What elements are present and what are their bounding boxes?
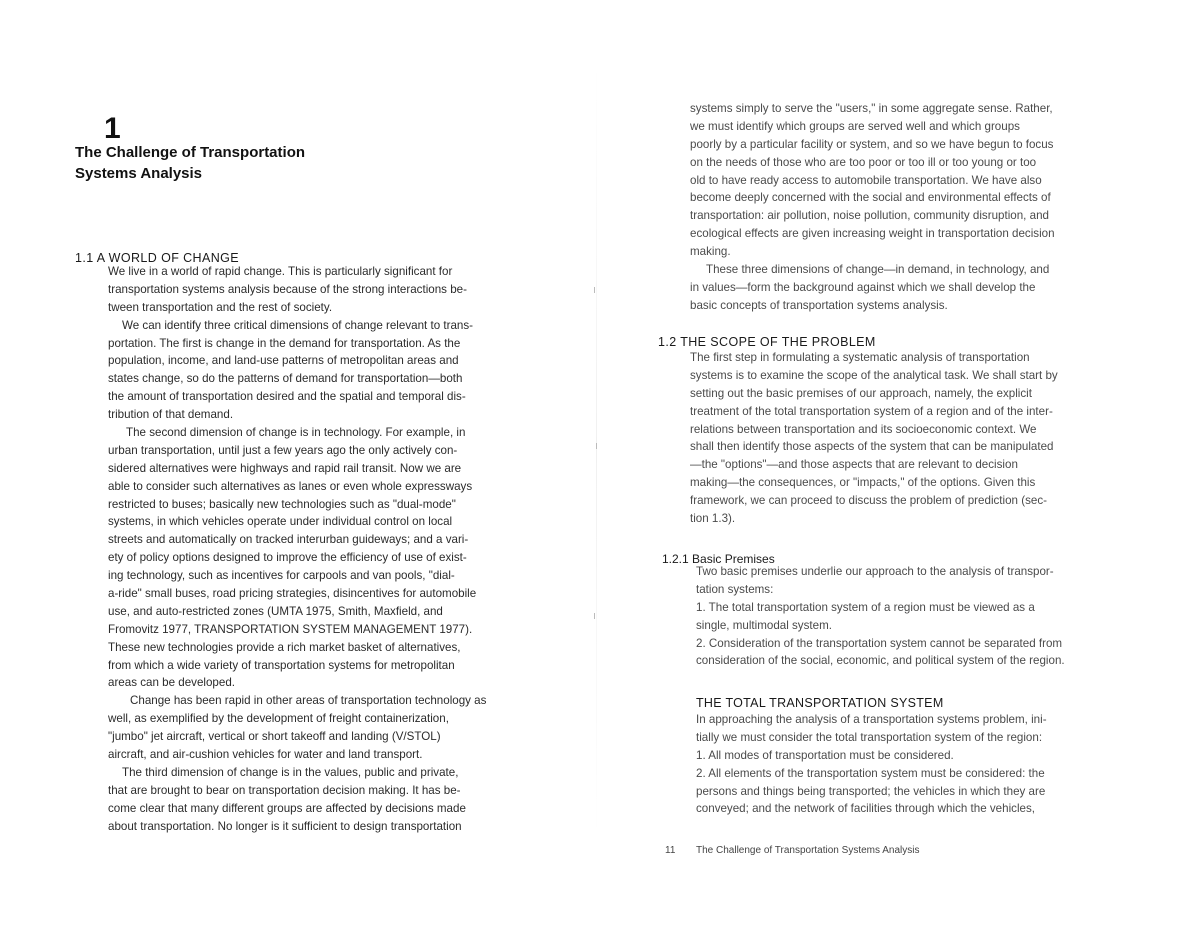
text-line: we must identify which groups are served well and which groups <box>690 119 1020 133</box>
section-1-2-body <box>690 349 1058 528</box>
text-line: states change, so do the patterns of demand for transportation—both <box>108 372 463 386</box>
text-line: Change has been rapid in other areas of transportation technology as <box>130 694 487 708</box>
text-line: tation systems: <box>696 582 774 596</box>
text-line: transportation: air pollution, noise pollution, community disruption, and <box>690 209 1049 223</box>
text-line: 1. All modes of transportation must be considered. <box>696 748 954 762</box>
text-line: conveyed; and the network of facilities through which the vehicles, <box>696 802 1035 816</box>
text-line: 2. All elements of the transportation system must be considered: the <box>696 766 1045 780</box>
text-line: restricted to buses; basically new technologies such as "dual-mode" <box>108 497 456 511</box>
text-line: come clear that many different groups are affected by decisions made <box>108 801 466 815</box>
text-line: tribution of that demand. <box>108 408 234 422</box>
scan-speck <box>596 443 597 449</box>
text-line: well, as exemplified by the development of freight containerization, <box>108 712 449 726</box>
text-line: These new technologies provide a rich market basket of alternatives, <box>108 640 461 654</box>
text-line: These three dimensions of change—in demand, in technology, and <box>706 263 1050 277</box>
text-line: population, income, and land-use patterns of metropolitan areas and <box>108 354 459 368</box>
text-line: sidered alternatives were highways and rapid rail transit. Now we are <box>108 461 462 475</box>
right-intro-body <box>690 100 1055 315</box>
text-line: We can identify three critical dimensions of change relevant to trans- <box>122 318 473 332</box>
text-line: In approaching the analysis of a transportation systems problem, ini- <box>696 713 1047 726</box>
text-line: Two basic premises underlie our approach to the analysis of transpor- <box>696 565 1054 578</box>
text-line: tion 1.3). <box>690 512 736 526</box>
scan-speck <box>594 287 595 293</box>
text-line: Fromovitz 1977, TRANSPORTATION SYSTEM MANAGEMENT 1977). <box>108 622 473 636</box>
text-line: "jumbo" jet aircraft, vertical or short takeoff and landing (V/STOL) <box>108 730 441 744</box>
chapter-number: 1 <box>104 112 121 145</box>
text-line: We live in a world of rapid change. This is particularly significant for <box>108 265 453 278</box>
text-line: urban transportation, until just a few years ago the only actively con- <box>108 443 458 457</box>
text-line: shall then identify those aspects of the system that can be manipulated <box>690 440 1054 454</box>
text-line: basic concepts of transportation systems analysis. <box>690 298 948 312</box>
text-line: ing technology, such as incentives for carpools and van pools, "dial- <box>108 569 455 583</box>
chapter-title <box>75 142 305 184</box>
text-line: on the needs of those who are too poor or too ill or too young or too <box>690 155 1037 169</box>
text-line: portation. The first is change in the demand for transportation. As the <box>108 336 461 350</box>
text-line: The third dimension of change is in the values, public and private, <box>122 765 459 779</box>
text-line: the amount of transportation desired and the spatial and temporal dis- <box>108 390 466 404</box>
text-line: 2. Consideration of the transportation system cannot be separated from <box>696 636 1063 650</box>
page-footer <box>665 845 919 856</box>
text-line: poorly by a particular facility or system, and so we have begun to focus <box>690 137 1054 151</box>
section-1-1-body <box>108 263 486 836</box>
text-line: making. <box>690 245 731 259</box>
page-gutter <box>596 60 597 840</box>
chapter-title-line-1: The Challenge of Transportation <box>75 144 306 161</box>
text-line: making—the consequences, or "impacts," of the options. Given this <box>690 476 1036 490</box>
text-line: 1. The total transportation system of a region must be viewed as a <box>696 600 1035 614</box>
text-line: in values—form the background against which we shall develop the <box>690 280 1036 294</box>
text-line: become deeply concerned with the social and environmental effects of <box>690 191 1051 205</box>
text-line: about transportation. No longer is it sufficient to design transportation <box>108 819 462 833</box>
text-line: able to consider such alternatives as lanes or even whole expressways <box>108 479 473 493</box>
text-line: systems is to examine the scope of the analytical task. We shall start by <box>690 368 1058 382</box>
text-line: tially we must consider the total transportation system of the region: <box>696 730 1043 744</box>
text-line: framework, we can proceed to discuss the problem of prediction (sec- <box>690 494 1047 508</box>
text-line: The first step in formulating a systematic analysis of transportation <box>690 351 1030 364</box>
text-line: ecological effects are given increasing weight in transportation decision <box>690 227 1055 241</box>
text-line: consideration of the social, economic, and political system of the region. <box>696 654 1065 668</box>
right-page <box>600 0 1200 927</box>
text-line: The second dimension of change is in technology. For example, in <box>126 426 466 440</box>
text-line: treatment of the total transportation system of a region and of the inter- <box>690 404 1053 418</box>
total-system-body <box>696 711 1047 818</box>
scan-speck <box>594 613 595 619</box>
text-line: ety of policy options designed to improve the efficiency of use of exist- <box>108 551 467 565</box>
page-number: 11 <box>665 845 676 856</box>
text-line: systems, in which vehicles operate under individual control on local <box>108 515 453 529</box>
running-head: The Challenge of Transportation Systems Analysis <box>696 845 920 856</box>
text-line: tween transportation and the rest of society. <box>108 300 333 314</box>
text-line: transportation systems analysis because of the strong interactions be- <box>108 282 467 296</box>
section-heading-1-1: 1.1 A WORLD OF CHANGE <box>75 251 239 265</box>
total-system-heading: THE TOTAL TRANSPORTATION SYSTEM <box>696 696 944 710</box>
text-line: that are brought to bear on transportation decision making. It has be- <box>108 783 461 797</box>
section-1-2-1-body <box>696 563 1065 670</box>
text-line: single, multimodal system. <box>696 618 832 632</box>
text-line: setting out the basic premises of our approach, namely, the explicit <box>690 386 1032 400</box>
text-line: areas can be developed. <box>108 676 235 690</box>
text-line: from which a wide variety of transportation systems for metropolitan <box>108 658 455 672</box>
chapter-title-line-2: Systems Analysis <box>75 165 203 182</box>
text-line: streets and automatically on tracked interurban guideways; and a vari- <box>108 533 469 547</box>
text-line: old to have ready access to automobile transportation. We have also <box>690 173 1042 187</box>
text-line: use, and auto-restricted zones (UMTA 1975, Smith, Maxfield, and <box>108 604 443 618</box>
text-line: relations between transportation and its socioeconomic context. We <box>690 422 1037 436</box>
text-line: —the "options"—and those aspects that are relevant to decision <box>690 458 1018 472</box>
subsection-heading-1-2-1: 1.2.1 Basic Premises <box>662 552 775 566</box>
text-line: persons and things being transported; the vehicles in which they are <box>696 784 1046 798</box>
text-line: a-ride" small buses, road pricing strategies, disincentives for automobile <box>108 587 477 601</box>
text-line: aircraft, and air-cushion vehicles for water and land transport. <box>108 748 423 762</box>
text-line: systems simply to serve the "users," in some aggregate sense. Rather, <box>690 102 1053 115</box>
section-heading-1-2: 1.2 THE SCOPE OF THE PROBLEM <box>658 335 876 349</box>
